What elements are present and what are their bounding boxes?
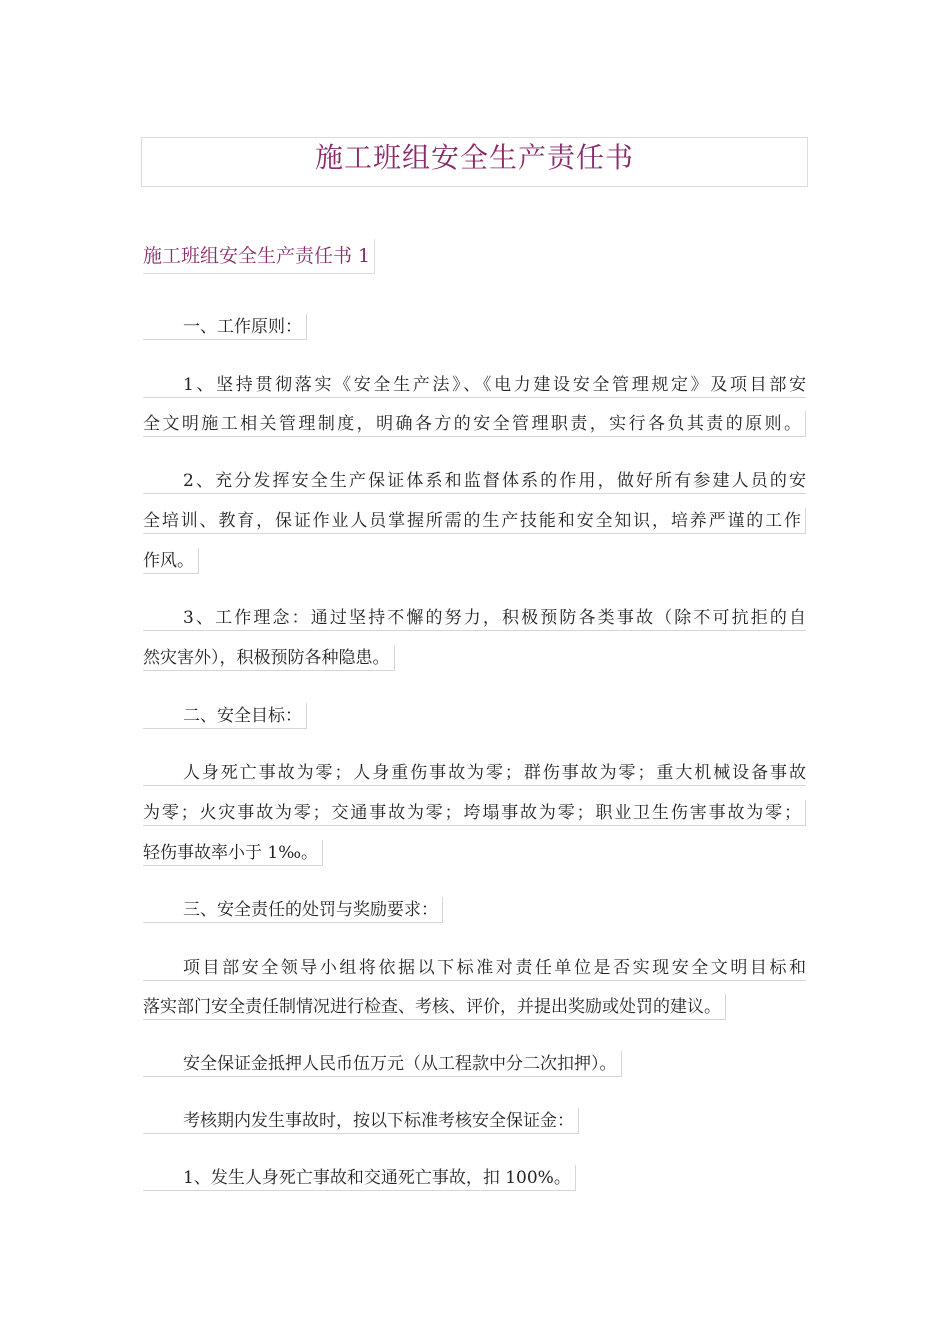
paragraph-line: 作风。 [143,548,199,574]
paragraph-line: 3、工作理念：通过坚持不懈的努力，积极预防各类事故（除不可抗拒的自 [143,605,806,631]
paragraph-line: 安全保证金抵押人民币伍万元（从工程款中分二次扣押）。 [143,1051,622,1077]
paragraph-line: 全培训、教育，保证作业人员掌握所需的生产技能和安全知识，培养严谨的工作 [143,508,806,534]
paragraph-line: 项目部安全领导小组将依据以下标准对责任单位是否实现安全文明目标和 [143,955,806,981]
paragraph-line: 考核期内发生事故时，按以下标准考核安全保证金： [143,1108,579,1134]
document-title: 施工班组安全生产责任书 [141,137,808,187]
paragraph-line: 落实部门安全责任制情况进行检查、考核、评价，并提出奖励或处罚的建议。 [143,994,726,1020]
paragraph-line: 全文明施工相关管理制度，明确各方的安全管理职责，实行各负其责的原则。 [143,411,806,437]
paragraph-line: 然灾害外），积极预防各种隐患。 [143,645,395,671]
paragraph-line: 人身死亡事故为零；人身重伤事故为零；群伤事故为零；重大机械设备事故 [143,760,806,786]
paragraph-line: 1、坚持贯彻落实《安全生产法》、《电力建设安全管理规定》及项目部安 [143,372,806,398]
paragraph-line: 2、充分发挥安全生产保证体系和监督体系的作用，做好所有参建人员的安 [143,468,806,494]
paragraph-line: 轻伤事故率小于 1‰。 [143,840,323,866]
paragraph-line: 1、发生人身死亡事故和交通死亡事故，扣 100%。 [143,1165,576,1191]
paragraph-line: 为零；火灾事故为零；交通事故为零；垮塌事故为零；职业卫生伤害事故为零； [143,800,806,826]
heading-safety-goals: 二、安全目标： [143,703,307,729]
heading-work-principles: 一、工作原则： [143,314,307,340]
section-subtitle: 施工班组安全生产责任书 1 [143,239,375,274]
heading-penalty-reward: 三、安全责任的处罚与奖励要求： [143,897,443,923]
